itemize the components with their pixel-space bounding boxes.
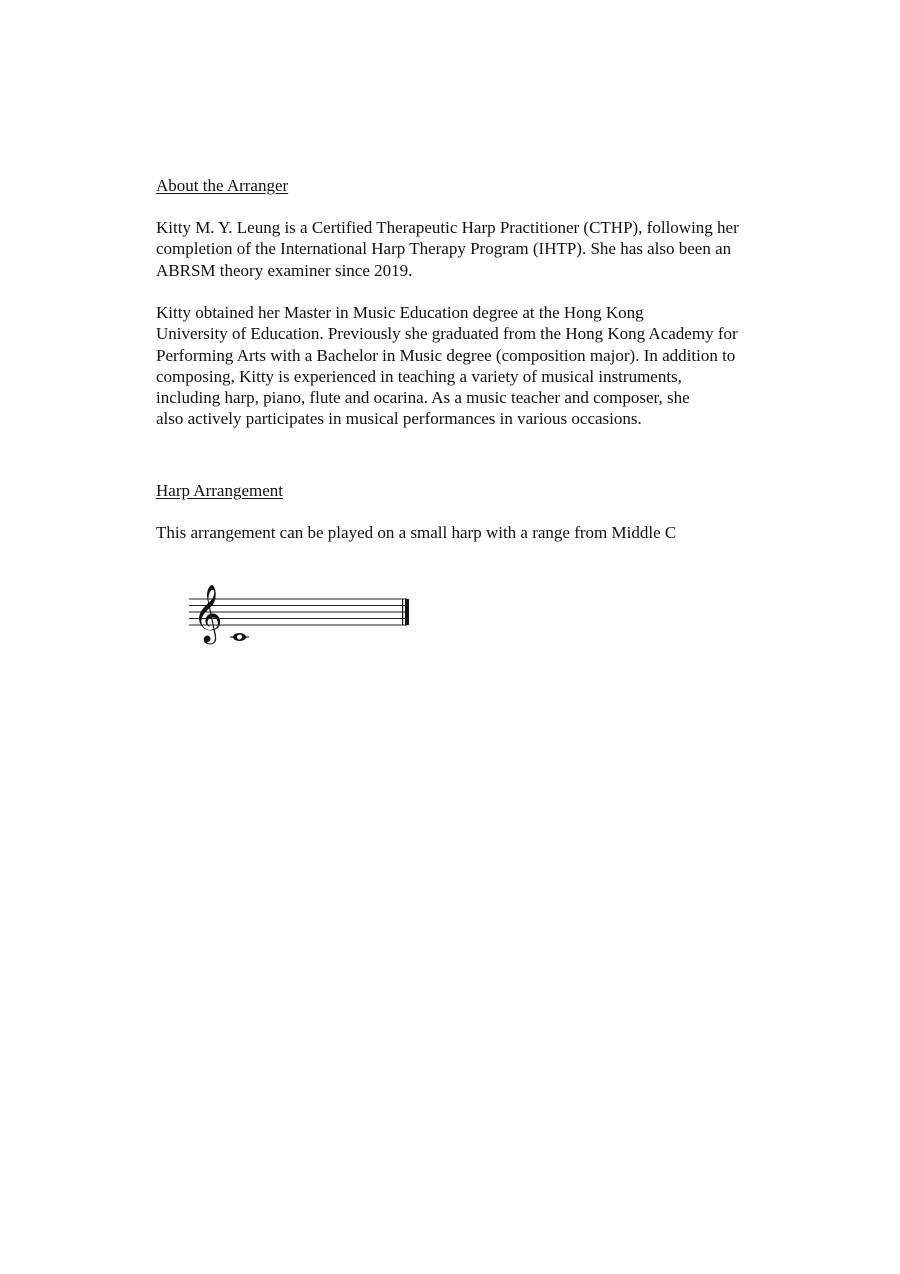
bio-line: Kitty obtained her Master in Music Education degree at the Hong Kong xyxy=(156,303,644,322)
final-barline-icon xyxy=(402,599,409,625)
harp-range-text xyxy=(156,522,816,543)
bio-line: composing, Kitty is experienced in teaching a variety of musical instruments, xyxy=(156,366,682,386)
bio-line: completion of the International Harp Therapy Program (IHTP). She has also been an xyxy=(156,239,732,259)
arranger-bio-paragraph-2 xyxy=(156,302,816,430)
about-arranger-heading: About the Arranger xyxy=(156,176,289,195)
middle-c-whole-note-icon xyxy=(230,633,249,641)
harp-arrangement-heading: Harp Arrangement xyxy=(156,481,283,500)
bio-line: including harp, piano, flute and ocarina. As a music teacher and composer, she xyxy=(156,388,690,408)
bio-line: University of Education. Previously she graduated from the Hong Kong Academy for xyxy=(156,324,738,344)
svg-text:𝄞: 𝄞 xyxy=(193,584,223,642)
bio-line: ABRSM theory examiner since 2019. xyxy=(156,260,413,280)
bio-line: Kitty M. Y. Leung is a Certified Therapeutic Harp Practitioner (CTHP), following her xyxy=(156,218,739,237)
arranger-bio-paragraph-1 xyxy=(156,217,816,281)
treble-clef-icon xyxy=(193,584,223,645)
bio-line: also actively participates in musical performances in various occasions. xyxy=(156,409,642,429)
bio-line: Performing Arts with a Bachelor in Music degree (composition major). In addition to xyxy=(156,345,736,365)
music-staff xyxy=(185,578,425,653)
range-line: This arrangement can be played on a small harp with a range from Middle C xyxy=(156,523,677,542)
